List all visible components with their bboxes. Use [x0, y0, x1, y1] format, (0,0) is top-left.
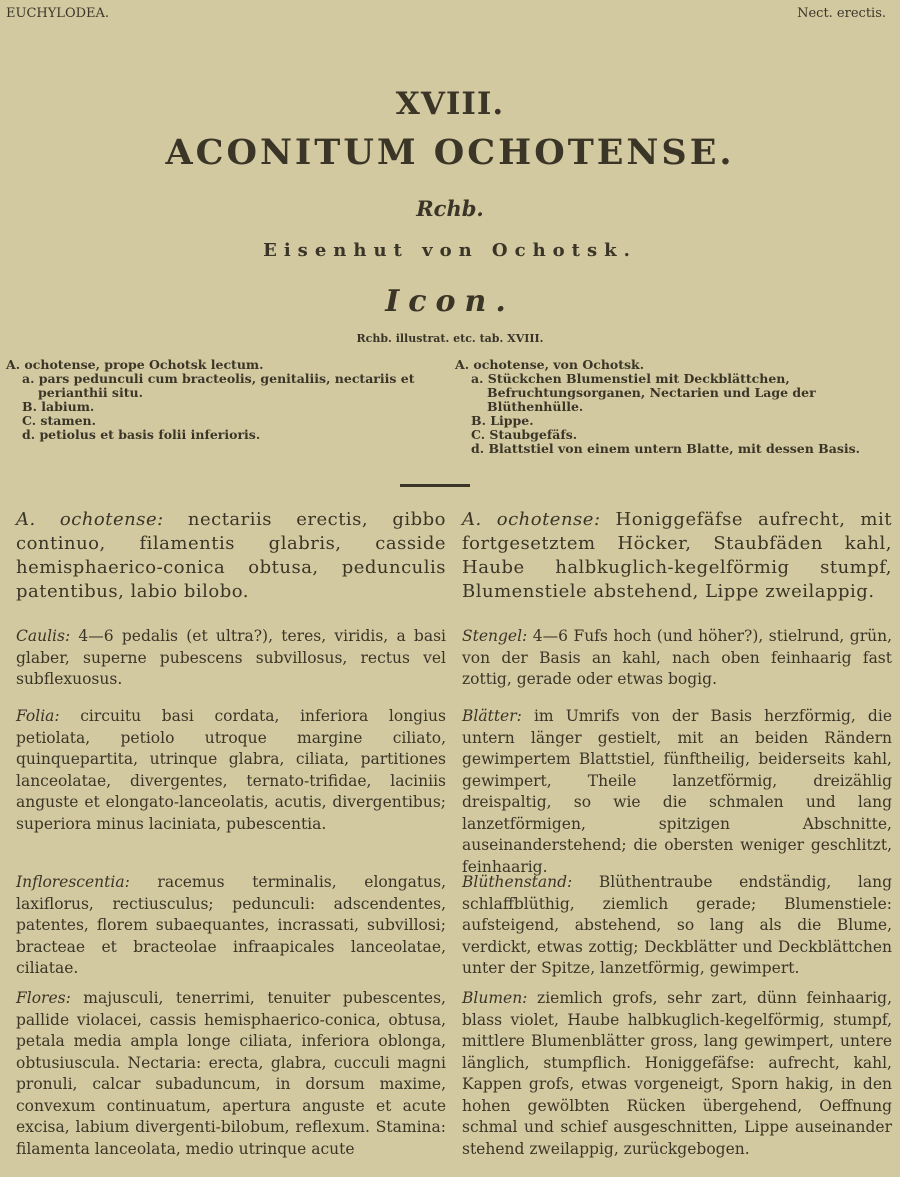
german-paragraph [462, 508, 892, 604]
paragraph-label: Stengel: [462, 627, 528, 645]
legend-item: d. Blattstiel von einem untern Blatte, mit dessen Basis. [471, 441, 861, 456]
paragraph-label: Flores: [16, 989, 71, 1007]
paragraph-label: Folia: [16, 707, 60, 725]
german-paragraph [462, 988, 892, 1160]
german-paragraph [462, 706, 892, 878]
paragraph-label: Caulis: [16, 627, 71, 645]
icon-heading: Icon. [385, 284, 515, 319]
latin-paragraph [16, 626, 446, 691]
latin-paragraph [16, 988, 446, 1160]
legend-item: a. Stückchen Blumenstiel mit Deckblättchen, Befruchtungsorganen, Nectarien und Lage der Blüthenhülle. [471, 371, 816, 414]
legend-item: B. labium. [22, 399, 95, 414]
german-paragraph [462, 626, 892, 691]
paragraph-text: nectariis erectis, gibbo continuo, filamentis glabris, casside hemisphaerico-conica obtusa, pedunculis patentibus, labio bilobo. [16, 509, 446, 602]
legend-item: A. ochotense, von Ochotsk. [455, 357, 645, 372]
running-head-right: Nect. erectis. [797, 6, 886, 21]
paragraph-label: Blüthenstand: [462, 873, 573, 891]
latin-paragraph [16, 872, 446, 980]
divider-rule [400, 484, 470, 487]
paragraph-label: A. ochotense: [462, 509, 601, 530]
legend-item: a. pars pedunculi cum bracteolis, genitaliis, nectariis et perianthii situ. [22, 371, 415, 400]
legend-item: C. stamen. [22, 413, 96, 428]
paragraph-text: 4—6 Fufs hoch (und höher?), stielrund, grün, von der Basis an kahl, nach oben feinhaarig fast zottig, gerade oder etwas bogig. [462, 627, 892, 688]
latin-paragraph [16, 508, 446, 604]
german-paragraph [462, 872, 892, 980]
paragraph-text: ziemlich grofs, sehr zart, dünn feinhaarig, blass violet, Haube halbkuglich-kegelförmig, stumpf, mittlere Blumenblätter gross, lang gewimpert, untere länglich, stumpflich. Honiggefäfse: aufrecht, kahl, Kappen grofs, etwas vorgeneigt, Sporn hakig, in den hohen gewölbten Rücken übergehend, Oeffnung schmal und schief ausgeschnitten, Lippe auseinander stehend zweilappig, zurückgebogen. [462, 989, 892, 1158]
paragraph-label: Inflorescentia: [16, 873, 130, 891]
paragraph-text: 4—6 pedalis (et ultra?), teres, viridis, a basi glaber, superne pubescens subvillosus, rectus vel subflexuosus. [16, 627, 446, 688]
latin-paragraph [16, 706, 446, 835]
paragraph-text: racemus terminalis, elongatus, laxiflorus, rectiusculus; pedunculi: adscendentes, patentes, florem subaequantes, incrassati, subvillosi; bracteae et bracteolae infraapicales lanceolatae, ciliatae. [16, 873, 446, 977]
paragraph-text: circuitu basi cordata, inferiora longius petiolata, petiolo utroque margine ciliato, quinquepartita, utrinque glabra, ciliata, partitiones lanceolatae, divergentes, ternato-trifidae, laciniis anguste et elongato-lanceolatis, acutis, divergentibus; superiora minus laciniata, pubescentia. [16, 707, 446, 833]
paragraph-text: im Umrifs von der Basis herzförmig, die untern länger gestielt, mit an beiden Rändern gewimpertem Blattstiel, fünftheilig, beiderseits kahl, gewimpert, Theile lanzetförmig, dreizählig dreispaltig, so wie die schmalen und lang lanzetförmigen, spitzigen Abschnitte, auseinanderstehend; die obersten weniger geschlitzt, feinhaarig. [462, 707, 892, 876]
legend-item: B. Lippe. [471, 413, 534, 428]
legend-german [455, 358, 885, 456]
paragraph-text: Blüthentraube endständig, lang schlaffblüthig, ziemlich gerade; Blumenstiele: aufsteigend, abstehend, so lang als die Blume, verdickt, etwas zottig; Deckblätter und Deckblättchen unter der Spitze, lanzetförmig, gewimpert. [462, 873, 892, 977]
paragraph-label: Blätter: [462, 707, 522, 725]
paragraph-text: majusculi, tenerrimi, tenuiter pubescentes, pallide violacei, cassis hemisphaerico-conica, obtusa, petala media ampla longe ciliata, inferiora oblonga, obtusiuscula. Nectaria: erecta, glabra, cucculi magni pronuli, calcar subaduncum, in dorsum maxime, convexum continuatum, apertura anguste et acute excisa, labium divergenti-bilobum, reflexum. Stamina: filamenta lanceolata, medio utrinque acute [16, 989, 446, 1158]
legend-item: d. petiolus et basis folii inferioris. [22, 427, 261, 442]
paragraph-label: Blumen: [462, 989, 528, 1007]
species-title: ACONITUM OCHOTENSE. [165, 132, 735, 173]
legend-item: C. Staubgefäfs. [471, 427, 578, 442]
plate-number: XVIII. [395, 86, 505, 122]
icon-reference: Rchb. illustrat. etc. tab. XVIII. [356, 332, 544, 345]
author: Rchb. [416, 196, 484, 221]
paragraph-text: Honiggefäfse aufrecht, mit fortgesetztem Höcker, Staubfäden kahl, Haube halbkuglich-kegelförmig stumpf, Blumenstiele abstehend, Lippe zweilappig. [462, 509, 892, 602]
legend-item: A. ochotense, prope Ochotsk lectum. [6, 357, 264, 372]
paragraph-label: A. ochotense: [16, 509, 164, 530]
german-name: Eisenhut von Ochotsk. [263, 240, 637, 261]
legend-latin [6, 358, 436, 442]
running-head-left: EUCHYLODEA. [6, 6, 110, 21]
